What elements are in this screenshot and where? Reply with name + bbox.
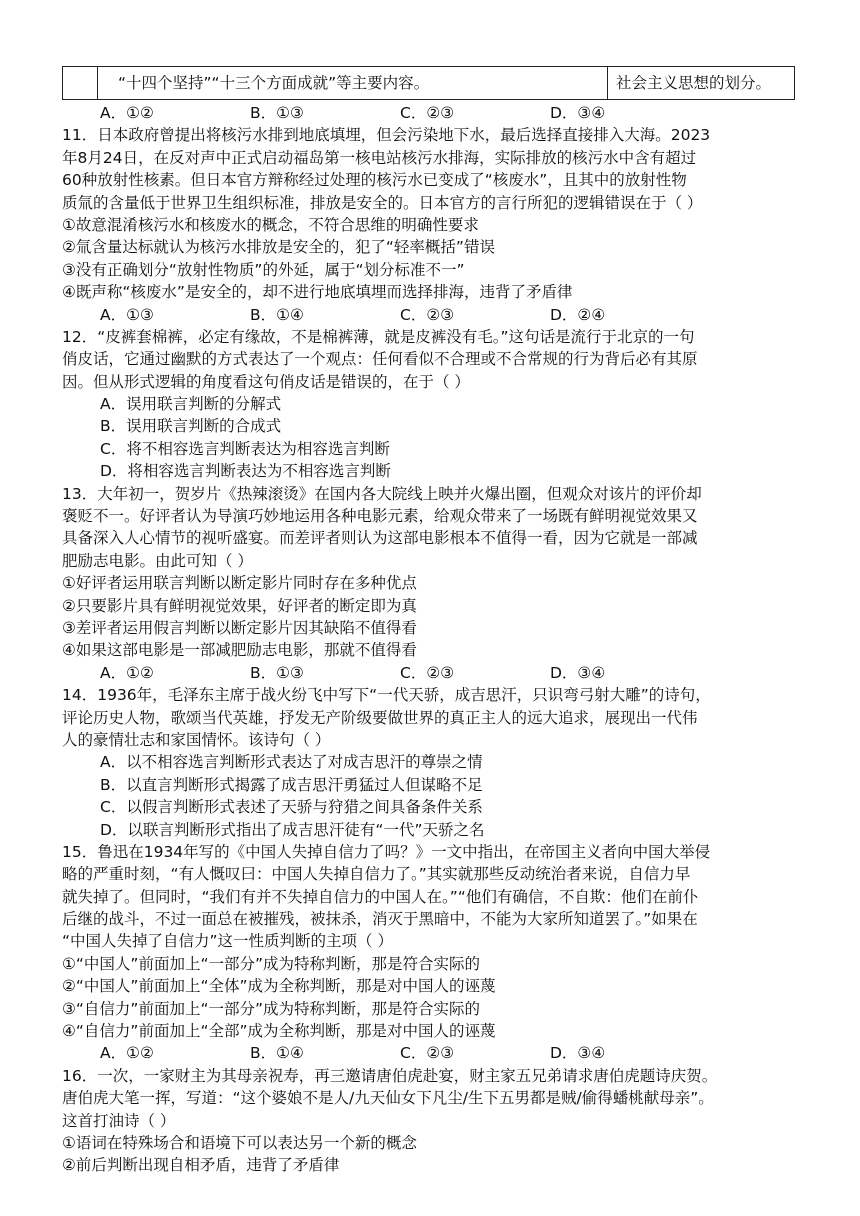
statement-item: ①语词在特殊场合和语境下可以表达另一个新的概念	[62, 1133, 417, 1152]
option: A．①②	[100, 1044, 154, 1063]
question-stem-line: 这首打油诗（ ）	[62, 1111, 176, 1130]
table-cell-index	[63, 67, 98, 99]
question-content	[62, 102, 802, 1177]
q13-options	[62, 662, 802, 684]
statement-item: ①好评者运用联言判断以断定影片同时存在多种优点	[62, 574, 417, 593]
option: D．②④	[550, 305, 606, 324]
question-stem-line: 12．“皮裤套棉裤，必定有缘故，不是棉裤薄，就是皮裤没有毛。”这句话是流行于北京的一句	[62, 327, 695, 346]
question-16	[62, 1065, 802, 1177]
q15-options	[62, 1042, 802, 1064]
option: D．③④	[550, 663, 606, 682]
statement-item: ④既声称“核废水”是安全的，却不进行地底填埋而选择排海，违背了矛盾律	[62, 283, 573, 302]
option: B．①③	[250, 663, 304, 682]
question-stem-line: 评论历史人物，歌颂当代英雄，抒发无产阶级要做世界的真正主人的远大追求，展现出一代伟	[62, 708, 698, 727]
question-stem-line: 因。但从形式逻辑的角度看这句俏皮话是错误的，在于（ ）	[62, 372, 470, 391]
option: A．以不相容选言判断形式表达了对成吉思汗的尊崇之情	[100, 753, 483, 772]
statement-item: ②氚含量达标就认为核污水排放是安全的，犯了“轻率概括”错误	[62, 238, 495, 257]
option: B．以直言判断形式揭露了成吉思汗勇猛过人但谋略不足	[100, 775, 483, 794]
table-cell-note: 社会主义思想的划分。	[616, 74, 772, 92]
option: C．②③	[400, 1044, 455, 1063]
option: C．②③	[400, 104, 455, 122]
question-stem-line: 人的豪情壮志和家国情怀。该诗句（ ）	[62, 730, 331, 749]
option: A．误用联言判断的分解式	[100, 395, 282, 414]
statement-item: ③差评者运用假言判断以断定影片因其缺陷不值得看	[62, 618, 417, 637]
answer-table-row	[62, 66, 795, 100]
question-stem-line: 具备深入人心情节的视听盛宴。而差评者则认为这部电影根本不值得一看，因为它就是一部减	[62, 529, 698, 548]
question-13	[62, 483, 802, 685]
option: A．①②	[100, 663, 154, 682]
question-stem-line: 年8月24日，在反对声中正式启动福岛第一核电站核污水排海，实际排放的核污水中含有超过	[62, 148, 697, 167]
question-stem-line: 15．鲁迅在1934年写的《中国人失掉自信力了吗？》一文中指出，在帝国主义者向中国大举侵	[62, 842, 711, 861]
question-stem-line: 60种放射性核素。但日本官方辩称经过处理的核污水已变成了“核废水”，且其中的放射性物	[62, 171, 687, 190]
question-stem-line: 褒贬不一。好评者认为导演巧妙地运用各种电影元素，给观众带来了一场既有鲜明视觉效果又	[62, 507, 698, 526]
option: B．①④	[250, 1044, 304, 1063]
option: D．③④	[550, 104, 606, 122]
option: A．①③	[100, 305, 154, 324]
question-stem-line: 11．日本政府曾提出将核污水排到地底填埋，但会污染地下水，最后选择直接排入大海。2023	[62, 126, 711, 145]
option: C．②③	[400, 663, 455, 682]
question-stem-line: 13．大年初一，贺岁片《热辣滚烫》在国内各大院线上映并火爆出圈，但观众对该片的评价却	[62, 484, 702, 503]
option: A．①②	[100, 104, 154, 122]
table-cell-content: “十四个坚持”“十三个方面成就”等主要内容。	[98, 67, 608, 99]
statement-item: ③没有正确划分“放射性物质”的外延，属于“划分标准不一”	[62, 260, 465, 279]
question-15	[62, 841, 802, 1065]
question-12	[62, 326, 802, 483]
question-stem-line: 俏皮话，它通过幽默的方式表达了一个观点：任何看似不合理或不合常规的行为背后必有其原	[62, 350, 698, 369]
option: C．②③	[400, 305, 455, 324]
question-11	[62, 124, 802, 326]
question-stem-line: 略的严重时刻，“有人慨叹曰：中国人失掉自信力了。”其实就那些反动统治者来说，自信力早	[62, 865, 691, 884]
statement-item: ③“自信力”前面加上“一部分”成为特称判断，那是符合实际的	[62, 999, 481, 1018]
option: B．误用联言判断的合成式	[100, 417, 282, 436]
option: B．①③	[250, 104, 304, 122]
q10-options	[62, 102, 802, 124]
statement-item: ①故意混淆核污水和核废水的概念，不符合思维的明确性要求	[62, 215, 479, 234]
q11-options	[62, 304, 802, 326]
option: B．①④	[250, 305, 304, 324]
statement-item: ④“自信力”前面加上“全部”成为全称判断，那是对中国人的诬蔑	[62, 1022, 496, 1041]
option: D．③④	[550, 1044, 606, 1063]
statement-item: ②只要影片具有鲜明视觉效果，好评者的断定即为真	[62, 596, 417, 615]
statement-item: ④如果这部电影是一部减肥励志电影，那就不值得看	[62, 641, 417, 660]
question-stem-line: 唐伯虎大笔一挥，写道：“这个婆娘不是人/九天仙女下凡尘/生下五男都是贼/偷得蟠桃献母亲”。	[62, 1089, 714, 1108]
option: C．将不相容选言判断表达为相容选言判断	[100, 439, 390, 458]
question-stem-line: 就失掉了。但同时，“我们有并不失掉自信力的中国人在。”“他们有确信，不自欺：他们在前仆	[62, 887, 699, 906]
question-stem-line: 16．一次，一家财主为其母亲祝寿，再三邀请唐伯虎赴宴，财主家五兄弟请求唐伯虎题诗庆贺。	[62, 1066, 718, 1085]
statement-item: ①“中国人”前面加上“一部分”成为特称判断，那是符合实际的	[62, 954, 481, 973]
statement-item: ②前后判断出现自相矛盾，违背了矛盾律	[62, 1156, 340, 1175]
question-stem-line: 后继的战斗，不过一面总在被摧残，被抹杀，消灭于黑暗中，不能为大家所知道罢了。”如果在	[62, 910, 698, 929]
statement-item: ②“中国人”前面加上“全体”成为全称判断，那是对中国人的诬蔑	[62, 977, 496, 996]
option: D．以联言判断形式指出了成吉思汗徒有“一代”天骄之名	[100, 820, 485, 839]
question-stem-line: “中国人失掉了自信力”这一性质判断的主项（ ）	[62, 932, 393, 951]
question-14	[62, 684, 802, 841]
question-stem-line: 质氚的含量低于世界卫生组织标准，排放是安全的。日本官方的言行所犯的逻辑错误在于（ ）	[62, 193, 703, 212]
question-stem-line: 肥励志电影。由此可知（ ）	[62, 551, 253, 570]
option: D．将相容选言判断表达为不相容选言判断	[100, 462, 391, 481]
option: C．以假言判断形式表述了天骄与狩猎之间具备条件关系	[100, 798, 483, 817]
question-stem-line: 14．1936年，毛泽东主席于战火纷飞中写下“一代天骄，成吉思汗，只识弯弓射大雕”的诗句，	[62, 686, 711, 705]
